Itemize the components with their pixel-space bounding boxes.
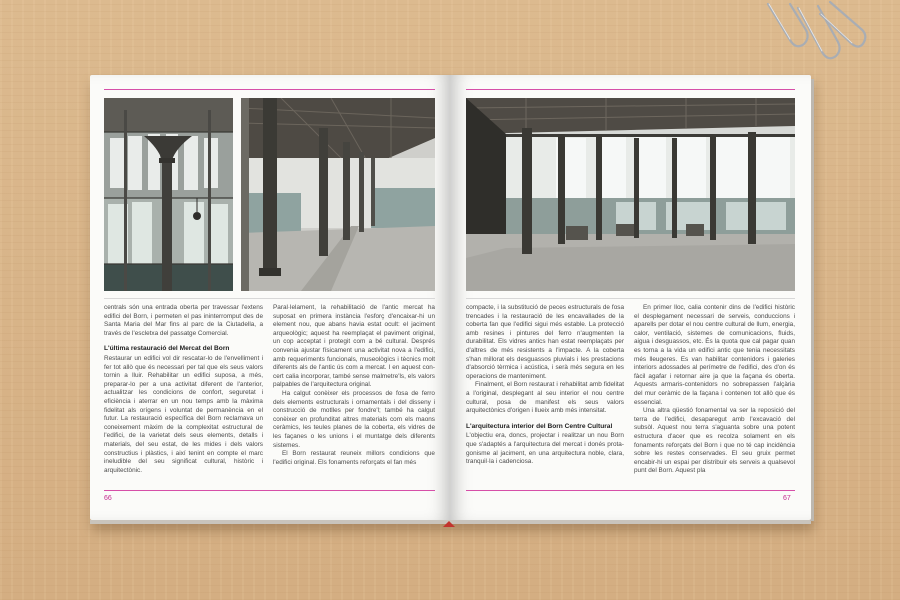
top-rule xyxy=(466,89,795,90)
page-number-right: 67 xyxy=(783,495,791,502)
photo-market-columns xyxy=(241,98,435,291)
paragraph: Finalment, el Born restaurat i rehabilitat amb fidelitat a l'original, desplegant al seu interior el nou centre cultural, posa de manifest els seus valors arquitectònics d'origen i llueix amb més intensitat. xyxy=(466,381,624,415)
right-column-2 xyxy=(634,304,795,476)
bookmark-ribbon xyxy=(443,521,455,527)
paragraph: L'objectiu era, doncs, projectar i realitzar un nou Born que s'adaptés a l'arquitectura del mercat i donés protagonisme al jaciment, en una arquitectura noble, clara, tranquil·la i cadenciosa. xyxy=(466,432,624,466)
paragraph: compacte, i la substitució de peces estructurals de fosa trencades i la restauració de les encavallades de la coberta fan que l'edifici sigui més estable. La protecció amb resines i pintures del ferro n'augmenten la durabilitat. Els vidres antics han estat reemplaçats per d'altres de més resistents a l'impacte. A la coberta s'han millorat els desguassos pluvials i les prestacions d'absorció tèrmica i acústica, i serà més segura en les operacions de manteniment. xyxy=(466,304,624,380)
bottom-rule-left xyxy=(104,298,435,299)
open-book xyxy=(88,75,814,529)
section-heading: L'arquitectura interior del Born Centre Cultural xyxy=(466,422,613,430)
left-page xyxy=(90,75,450,520)
left-column-2 xyxy=(273,304,435,467)
footer-rule-left xyxy=(104,490,435,491)
paragraph: En primer lloc, calia contenir dins de l'edifici històric el desplegament necessari de serveis, conduccions i aparells per dotar el nou centre cultural de llum, energia, calor, ventilació, sistemes de comunicacions, fluids, aigua i desguassos, etc. És la quota que cal pagar quan es torna a la vida un edifici antic que tenia necessitats més lleugeres. Es van habilitar contenidors i galeries interiors adossades al perímetre de l'edifici, des d'on és fàcil agafar i retornar aire ja que la façana és oberta. Aquests armaris-contenidors no sobrepassen l'alçària del mur ceràmic de la façana i contenen tot allò que és essencial. xyxy=(634,304,795,406)
footer-rule-right xyxy=(466,490,795,491)
right-page xyxy=(450,75,811,520)
paragraph: El Born restaurat reuneix millors condicions que l'edifici original. Els fonaments reforçats el fan més xyxy=(273,450,435,466)
paragraph: Paral·lelament, la rehabilitació de l'antic mercat ha suposat en primera instància l'esforç d'encaixar-hi un element nou, que abans havia estat ocult: el jaciment arqueològic; aquest ha reemplaçat el paviment original, un cop acceptat i protegit com a bé cultural. Després convenia ajustar físicament una activitat nova a l'edifici, amb requeriments funcionals, museològics i tècnics molt diferents als de l'antic ús com a mercat. I en aquest concert calia incorporar, també sense malmetre'ls, els valors palpables de l'arquitectura original. xyxy=(273,304,435,389)
photo-market-column xyxy=(104,98,233,291)
section-heading: L'última restauració del Mercat del Born xyxy=(104,345,230,353)
page-number-left: 66 xyxy=(104,495,112,502)
photo-market-interior-wide xyxy=(466,98,795,291)
left-column-1 xyxy=(104,304,263,475)
right-column-1 xyxy=(466,304,624,467)
paragraph: Una altra qüestió fonamental va ser la reposició del terra de l'edifici, desaparegut amb l'excavació del subsòl. Aquest nou terra s'aguanta sobre una potent estructura d'acer que es recolza solament en els fonaments reforçats del Born i que no té cap incidència sobre les restes conservades. El seu gruix permet encabir-hi un espai per distribuir els serveis a qualsevol punt del Born. Aquest pla xyxy=(634,407,795,475)
top-rule xyxy=(104,89,435,90)
paper-clips xyxy=(760,0,880,70)
paragraph: Ha calgut conèixer els processos de fosa de ferro dels elements estructurals i ornamentals i del disseny i construcció de motlles per fondre'l; també ha calgut conèixer en profunditat altres materials com els maons ceràmics, les teules planes de la coberta, els vidres de les façanes o les unions i el muntatge dels diferents sistemes. xyxy=(273,389,435,449)
bottom-rule-right xyxy=(466,298,795,299)
paragraph: Restaurar un edifici vol dir rescatar-lo de l'envelliment i fer tot allò que és necessari per tal que els seus valors tornin a lluir. Rehabilitar un edifici suposa, a més, preparar-lo per a una activitat diferent de l'anterior, actualitzar les condicions de confort, seguretat i eficiència i aterrar en un nou temps amb la màxima fidelitat als orígens i voluntat de permanència en el futur. La restauració específica del Born reclamava un coneixement màxim de la complexitat estructural de l'edifici, de la varietat dels seus elements, detalls i materials, del seu estat, de les mides i dels valors constructius i plàstics, i així tenint en compte el marc ineludible del seu significat cultural, històric i arquitectònic. xyxy=(104,354,263,474)
paragraph: centrals són una entrada oberta per travessar l'extens edifici del Born, i permeten el pas ininterromput des de Santa Maria del Mar fins al parc de la Ciutadella, a través de l'escletxa del passatge Comercial. xyxy=(104,304,263,337)
